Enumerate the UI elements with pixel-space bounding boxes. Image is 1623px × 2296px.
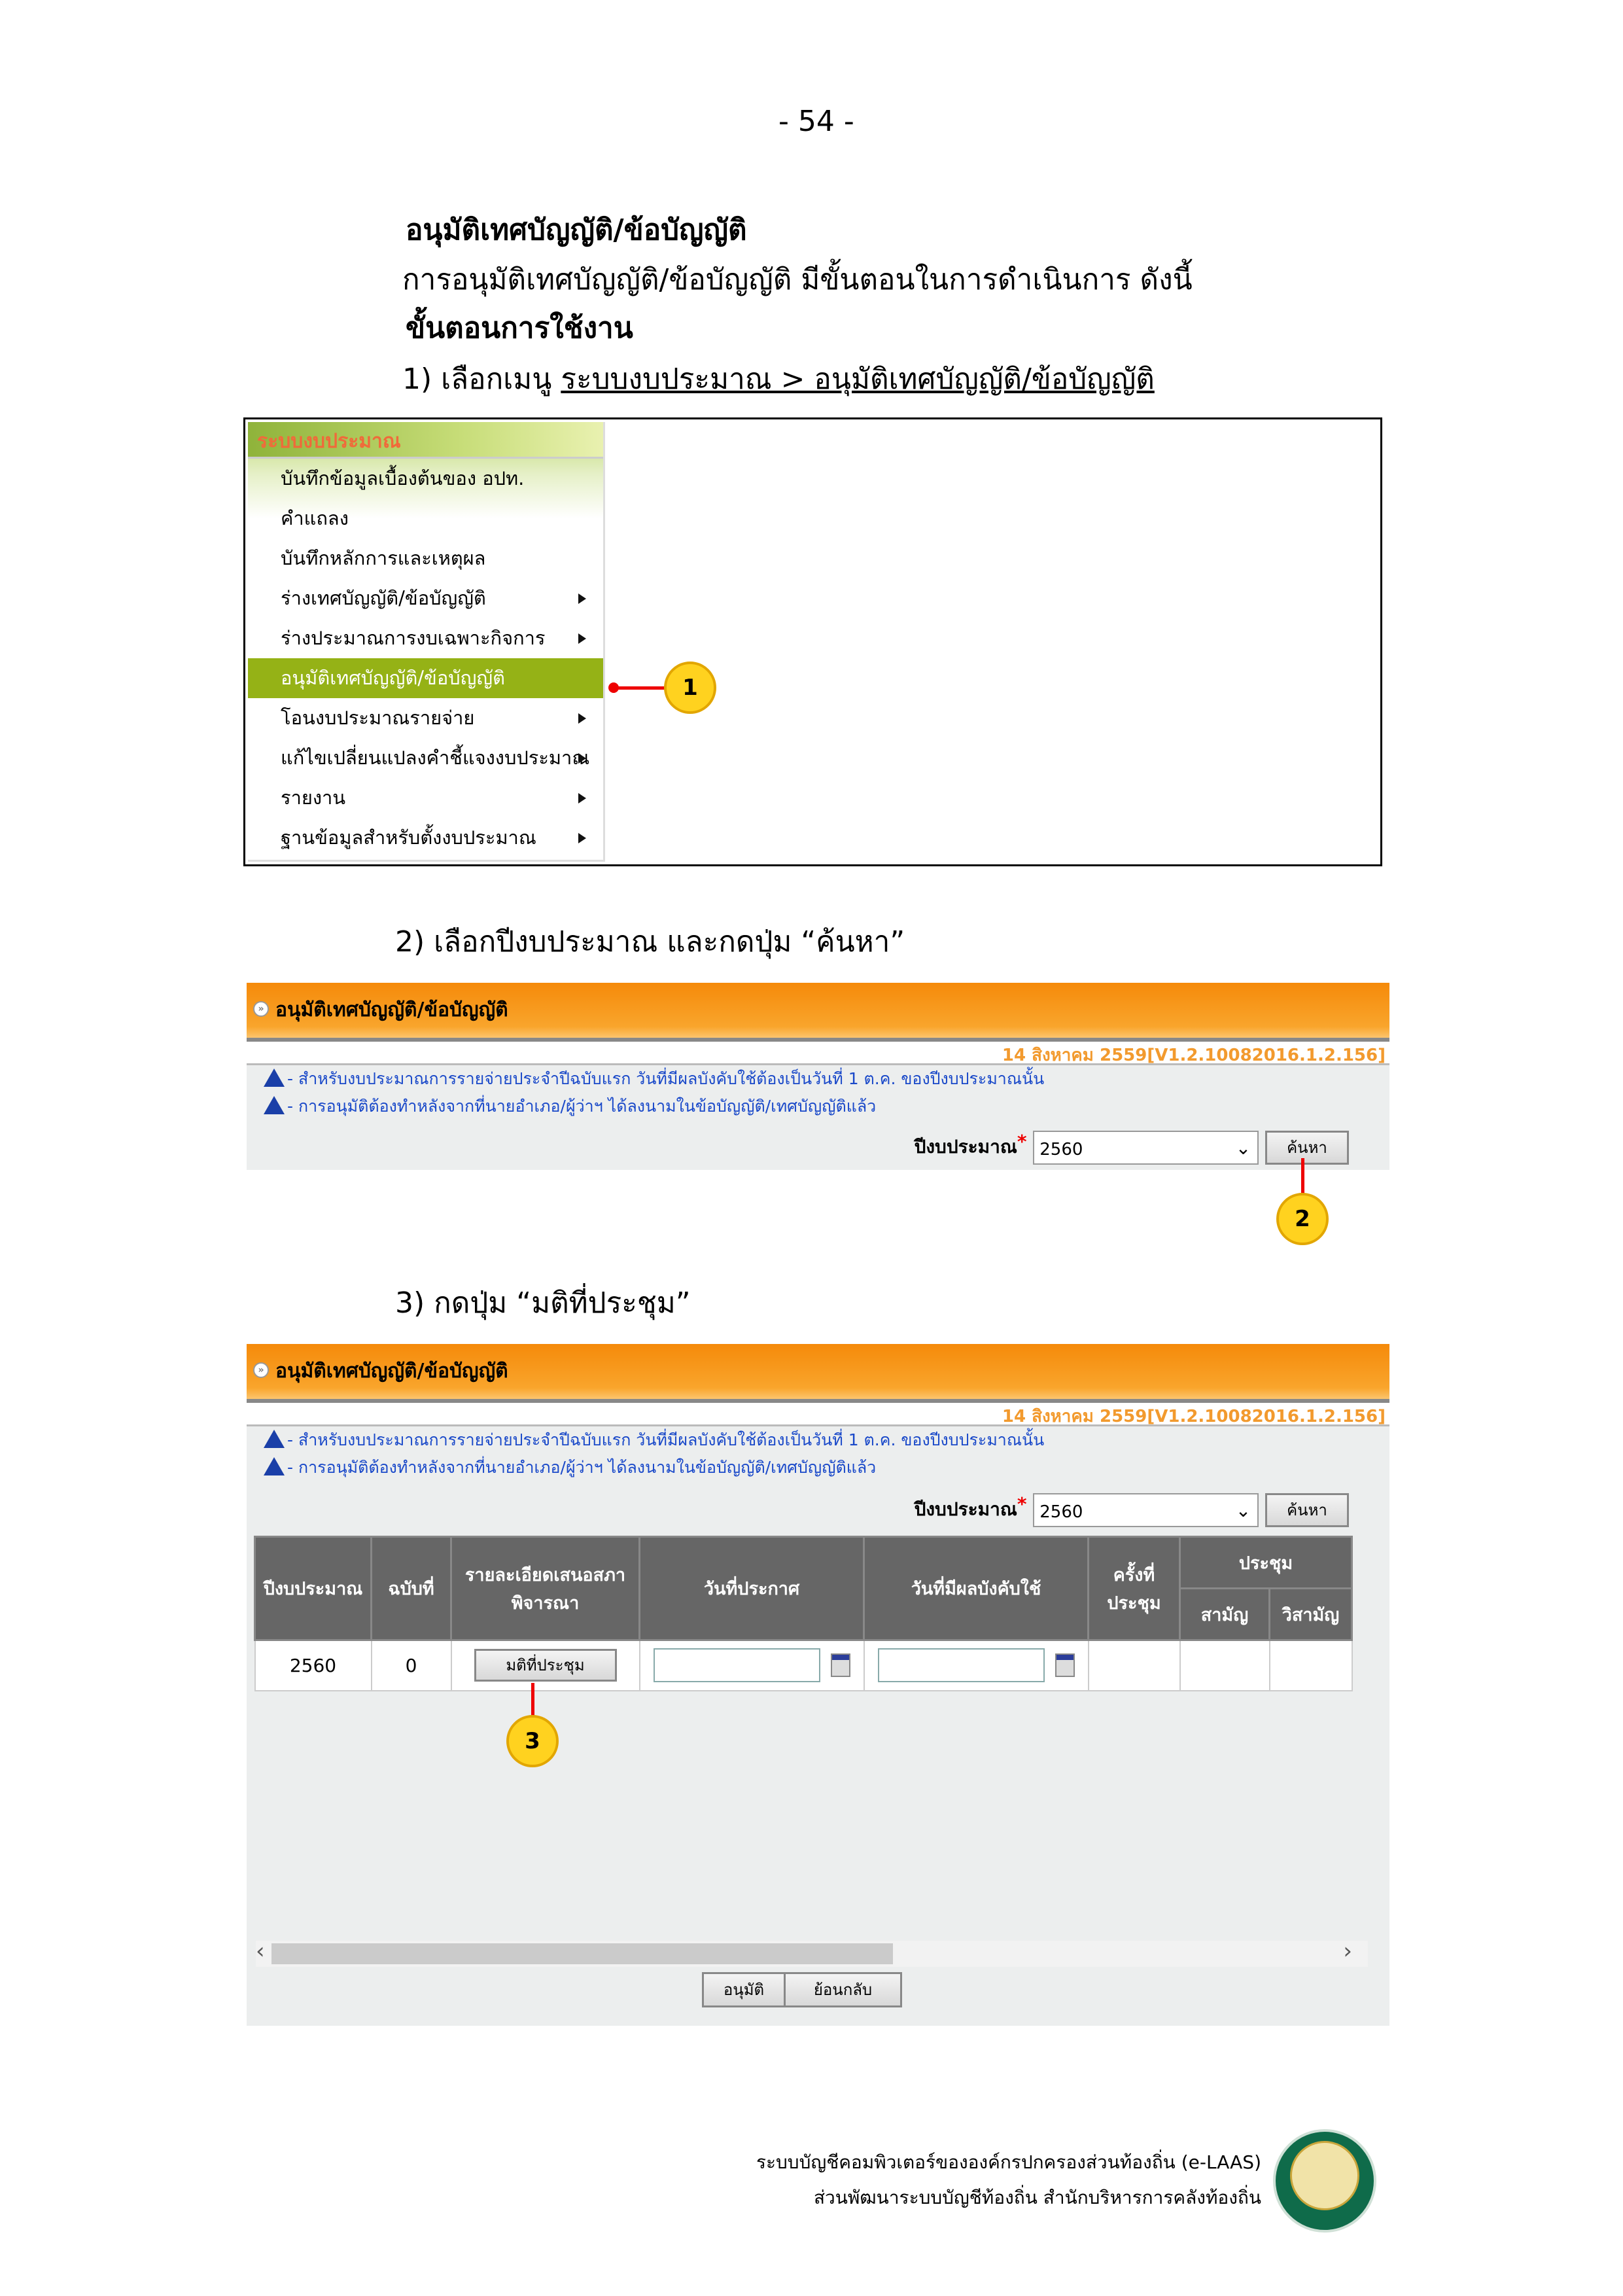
intro-text: การอนุมัติเทศบัญญัติ/ข้อบัญญัติ มีขั้นตอนในการดำเนินการ ดังนี้ (402, 263, 1193, 296)
col-edition: ฉบับที่ (372, 1537, 451, 1640)
menu-item-label: โอนงบประมาณรายจ่าย (281, 707, 475, 729)
approve-panel-search (247, 983, 1389, 1170)
panel-header (247, 983, 1389, 1042)
connector-line (531, 1683, 534, 1717)
menu-item-label: อนุมัติเทศบัญญัติ/ข้อบัญญัติ (281, 667, 505, 689)
col-meeting: ประชุม (1180, 1537, 1352, 1589)
menu-item-label: คำแถลง (281, 507, 349, 529)
year-value: 2560 (1039, 1502, 1083, 1522)
menu-item-label: รายงาน (281, 786, 346, 809)
scrollbar-thumb[interactable] (271, 1943, 893, 1964)
cell-edition: 0 (372, 1640, 451, 1691)
scroll-left-icon[interactable]: ‹ (256, 1938, 265, 1964)
date-version: 14 สิงหาคม 2559[V1.2.10082016.1.2.156] (247, 1042, 1389, 1065)
approve-button[interactable]: อนุมัติ (702, 1972, 786, 2007)
menu-item[interactable] (248, 618, 603, 658)
bullet-icon: » (253, 1362, 269, 1378)
connector-dot (608, 682, 619, 693)
step-3: 3) กดปุ่ม “มติที่ประชุม” (395, 1286, 691, 1320)
menu-item-label: ฐานข้อมูลสำหรับตั้งงบประมาณ (281, 826, 536, 849)
submenu-arrow-icon (578, 793, 586, 804)
warning-text: - การอนุมัติต้องทำหลังจากที่นายอำเภอ/ผู้ว่าฯ ได้ลงนามในข้อบัญญัติ/เทศบัญญัติแล้ว (287, 1458, 877, 1477)
search-button[interactable]: ค้นหา (1265, 1493, 1349, 1527)
table-row (255, 1640, 1352, 1691)
menu-item[interactable] (248, 539, 603, 578)
date-version: 14 สิงหาคม 2559[V1.2.10082016.1.2.156] (247, 1403, 1389, 1426)
submenu-arrow-icon (578, 753, 586, 764)
warning-text: - การอนุมัติต้องทำหลังจากที่นายอำเภอ/ผู้ว่าฯ ได้ลงนามในข้อบัญญัติ/เทศบัญญัติแล้ว (287, 1097, 877, 1116)
col-effective-date: วันที่มีผลบังคับใช้ (864, 1537, 1089, 1640)
menu-item[interactable] (248, 778, 603, 818)
menu-item-label: บันทึกหลักการและเหตุผล (281, 547, 486, 569)
submenu-arrow-icon (578, 713, 586, 724)
col-details: รายละเอียดเสนอสภาพิจารณา (451, 1537, 640, 1640)
cell-extraordinary (1270, 1640, 1352, 1691)
menu-item-label: ร่างประมาณการงบเฉพาะกิจการ (281, 627, 546, 649)
year-row (915, 1131, 1349, 1165)
menu-item[interactable] (248, 578, 603, 618)
year-select[interactable] (1033, 1493, 1259, 1527)
col-announce-date: วันที่ประกาศ (640, 1537, 864, 1640)
back-button[interactable]: ย้อนกลับ (786, 1972, 902, 2007)
submenu-arrow-icon (578, 593, 586, 604)
menu-item[interactable] (248, 658, 603, 698)
action-buttons (702, 1972, 902, 2007)
required-mark: * (1017, 1131, 1027, 1152)
cell-effective-date (864, 1640, 1089, 1691)
effective-date-input[interactable] (878, 1648, 1045, 1682)
step-2: 2) เลือกปีงบประมาณ และกดปุ่ม “ค้นหา” (395, 925, 905, 959)
required-mark: * (1017, 1493, 1027, 1515)
callout-2: 2 (1276, 1193, 1329, 1245)
warning-1 (247, 1065, 1389, 1093)
footer (756, 2145, 1261, 2216)
scroll-right-icon[interactable]: › (1343, 1938, 1352, 1964)
year-select[interactable] (1033, 1131, 1259, 1165)
callout-3: 3 (506, 1715, 559, 1767)
resolution-table (254, 1536, 1353, 1691)
menu-title: ระบบงบประมาณ (248, 422, 603, 459)
year-label: ปีงบประมาณ (914, 1136, 1017, 1157)
warning-text: - สำหรับงบประมาณการรายจ่ายประจำปีฉบับแรก วันที่มีผลบังคับใช้ต้องเป็นวันที่ 1 ต.ค. ของปีงบประมาณนั้น (287, 1069, 1045, 1088)
submenu-arrow-icon (578, 633, 586, 644)
panel-header (247, 1344, 1389, 1403)
connector-line (1301, 1158, 1304, 1194)
menu-item[interactable] (248, 818, 603, 858)
col-ordinary: สามัญ (1180, 1589, 1270, 1640)
resolution-button[interactable]: มติที่ประชุม (474, 1649, 617, 1682)
section-heading: อนุมัติเทศบัญญัติ/ข้อบัญญัติ (406, 213, 747, 247)
cell-ordinary (1180, 1640, 1270, 1691)
step-1-text: 1) เลือกเมนู (402, 362, 561, 396)
page-number: - 54 - (778, 105, 854, 138)
col-extraordinary: วิสามัญ (1270, 1589, 1352, 1640)
warning-2 (247, 1454, 1389, 1481)
menu-item[interactable] (248, 459, 603, 499)
announce-date-input[interactable] (654, 1648, 820, 1682)
footer-line-2: ส่วนพัฒนาระบบบัญชีท้องถิ่น สำนักบริหารการคลังท้องถิ่น (813, 2187, 1261, 2208)
warning-icon (264, 1457, 285, 1475)
cell-announce-date (640, 1640, 864, 1691)
year-row (915, 1493, 1349, 1527)
col-meeting-no: ครั้งที่ประชุม (1089, 1537, 1180, 1640)
warning-1 (247, 1426, 1389, 1454)
year-value: 2560 (1039, 1140, 1083, 1159)
warning-icon (264, 1096, 285, 1114)
callout-1: 1 (664, 662, 716, 714)
calendar-icon[interactable] (831, 1653, 850, 1677)
menu-item[interactable] (248, 698, 603, 738)
department-logo (1273, 2129, 1376, 2233)
panel-title: อนุมัติเทศบัญญัติ/ข้อบัญญัติ (275, 1360, 508, 1383)
search-button[interactable]: ค้นหา (1265, 1131, 1349, 1165)
footer-line-1: ระบบบัญชีคอมพิวเตอร์ขององค์กรปกครองส่วนท้องถิ่น (e-LAAS) (756, 2151, 1261, 2173)
menu-item-label: บันทึกข้อมูลเบื้องต้นของ อปท. (281, 467, 525, 489)
warning-icon (264, 1430, 285, 1448)
bullet-icon: » (253, 1001, 269, 1017)
chevron-down-icon: ⌄ (1235, 1500, 1251, 1521)
cell-details (451, 1640, 640, 1691)
menu-item[interactable] (248, 738, 603, 778)
warning-text: - สำหรับงบประมาณการรายจ่ายประจำปีฉบับแรก วันที่มีผลบังคับใช้ต้องเป็นวันที่ 1 ต.ค. ของปีงบประมาณนั้น (287, 1430, 1045, 1449)
warning-icon (264, 1069, 285, 1087)
step-1 (402, 356, 1155, 402)
horizontal-scrollbar[interactable] (256, 1938, 1368, 1967)
steps-title: ขั้นตอนการใช้งาน (406, 311, 633, 345)
warning-2 (247, 1093, 1389, 1120)
budget-menu (248, 422, 605, 862)
year-label: ปีงบประมาณ (914, 1498, 1017, 1520)
menu-item[interactable] (248, 499, 603, 539)
menu-item-label: ร่างเทศบัญญัติ/ข้อบัญญัติ (281, 587, 486, 609)
menu-item-label: แก้ไขเปลี่ยนแปลงคำชี้แจงงบประมาณ (281, 747, 590, 769)
chevron-down-icon: ⌄ (1235, 1137, 1251, 1159)
calendar-icon[interactable] (1055, 1653, 1075, 1677)
submenu-arrow-icon (578, 833, 586, 843)
connector-line (612, 686, 665, 690)
menu-path: ระบบงบประมาณ > อนุมัติเทศบัญญัติ/ข้อบัญญัติ (561, 362, 1155, 396)
col-year: ปีงบประมาณ (255, 1537, 372, 1640)
panel-title: อนุมัติเทศบัญญัติ/ข้อบัญญัติ (275, 998, 508, 1021)
cell-meeting-no (1089, 1640, 1180, 1691)
cell-year: 2560 (255, 1640, 372, 1691)
